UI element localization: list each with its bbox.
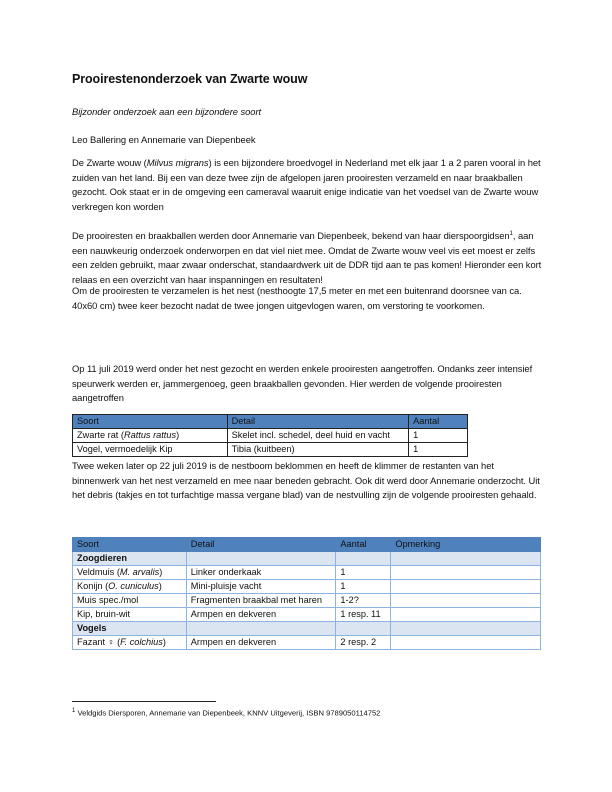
table-header-row	[73, 538, 541, 552]
cell-detail: Fragmenten braakbal met haren	[186, 594, 336, 608]
cell-opmerking	[391, 580, 541, 594]
header-soort: Soort	[73, 538, 187, 552]
prey-table-july-11	[72, 414, 468, 457]
paragraph-intro: De Zwarte wouw (Milvus migrans) is een bijzondere broedvogel in Nederland met elk jaar 1 a 2 paren vooral in het zuiden van het land. Bij een van deze twee zijn de afgelopen jaren prooiresten verzameld en naar braakballen gezocht. Ook staat er in de omgeving een cameraval waaruit enige indicatie van het voedsel van de Zwarte wouw verkregen kon worden	[72, 157, 541, 212]
cell-soort: Zwarte rat (Rattus rattus)	[73, 429, 228, 443]
cell-detail: Armpen en dekveren	[186, 636, 336, 650]
header-opmerking: Opmerking	[391, 538, 541, 552]
header-aantal: Aantal	[336, 538, 391, 552]
cell-detail: Linker onderkaak	[186, 566, 336, 580]
group-label: Zoogdieren	[73, 552, 187, 566]
cell-aantal: 1 resp. 11	[336, 608, 391, 622]
cell-opmerking	[391, 608, 541, 622]
paragraph-first-visit: Op 11 juli 2019 werd onder het nest gezocht en werden enkele prooiresten aangetroffen. Ondanks zeer intensief speurwerk werden er, jammergenoeg, geen braakballen gevonden. Hier werden de volgende prooiresten aangetroffen	[72, 363, 533, 403]
group-row-zoogdieren	[73, 552, 541, 566]
table-row	[73, 443, 468, 457]
cell-soort: Fazant ♀ (F. colchius)	[73, 636, 187, 650]
cell-soort: Muis spec./mol	[73, 594, 187, 608]
table-row	[73, 580, 541, 594]
footnote-ref: 1	[509, 231, 513, 237]
group-label: Vogels	[73, 622, 187, 636]
cell-soort: Konijn (O. cuniculus)	[73, 580, 187, 594]
cell-detail: Armpen en dekveren	[186, 608, 336, 622]
paragraph-second-visit: Twee weken later op 22 juli 2019 is de nestboom beklommen en heeft de klimmer de restanten van het binnenwerk van het nest verzameld en mee naar beneden gebracht. Ook dit werd door Annemarie onderzocht. Uit het debris (takjes en tot turfachtige massa vergane blad) van de nestvulling zijn de volgende prooiresten gehaald.	[72, 460, 540, 500]
paragraph-method: De prooiresten en braakballen werden door Annemarie van Diepenbeek, bekend van haar dierspoorgidsen$^1$, aan een nauwkeurig onderzoek onderworpen en dat viel niet mee. Omdat de Zwarte wouw veel vis eet moest er zelfs een zelden gebruikt, maar zwaar onderschat, standaardwerk uit de DDR tijd aan te pas komen! Hieronder een kort relaas en een overzicht van haar inspanningen en resultaten!	[72, 230, 542, 285]
cell-aantal: 1	[409, 429, 468, 443]
cell-soort: Veldmuis (M. arvalis)	[73, 566, 187, 580]
authors: Leo Ballering en Annemarie van Diepenbeek	[72, 134, 256, 145]
table-row	[73, 608, 541, 622]
table-row	[73, 636, 541, 650]
header-detail: Detail	[186, 538, 336, 552]
cell-aantal: 1-2?	[336, 594, 391, 608]
prey-table-july-22	[72, 537, 541, 650]
header-detail: Detail	[227, 415, 408, 429]
table-row	[73, 594, 541, 608]
group-row-vogels	[73, 622, 541, 636]
latin-name: Milvus migrans	[146, 157, 209, 168]
cell-opmerking	[391, 566, 541, 580]
cell-detail: Tibia (kuitbeen)	[227, 443, 408, 457]
cell-aantal: 2 resp. 2	[336, 636, 391, 650]
subtitle: Bijzonder onderzoek aan een bijzondere soort	[72, 106, 262, 117]
cell-soort: Vogel, vermoedelijk Kip	[73, 443, 228, 457]
footnote: $^1$ Veldgids Diersporen, Annemarie van Diepenbeek, KNNV Uitgeverij, ISBN 9789050114752	[72, 708, 381, 718]
cell-opmerking	[391, 594, 541, 608]
header-aantal: Aantal	[409, 415, 468, 429]
header-soort: Soort	[73, 415, 228, 429]
cell-aantal: 1	[336, 566, 391, 580]
paragraph-collection: Om de prooiresten te verzamelen is het nest (nesthoogte 17,5 meter en met een buitenrand doorsnee van ca. 40x60 cm) twee keer bezocht nadat de twee jongen uitgevlogen waren, om verstoring te voorkomen.	[72, 285, 522, 311]
page-title: Prooirestenonderzoek van Zwarte wouw	[72, 72, 308, 86]
table-row	[73, 429, 468, 443]
cell-detail: Skelet incl. schedel, deel huid en vacht	[227, 429, 408, 443]
table-header-row	[73, 415, 468, 429]
table-row	[73, 566, 541, 580]
cell-aantal: 1	[336, 580, 391, 594]
cell-opmerking	[391, 636, 541, 650]
cell-aantal: 1	[409, 443, 468, 457]
cell-detail: Mini-pluisje vacht	[186, 580, 336, 594]
footnote-divider	[72, 701, 216, 702]
cell-soort: Kip, bruin-wit	[73, 608, 187, 622]
